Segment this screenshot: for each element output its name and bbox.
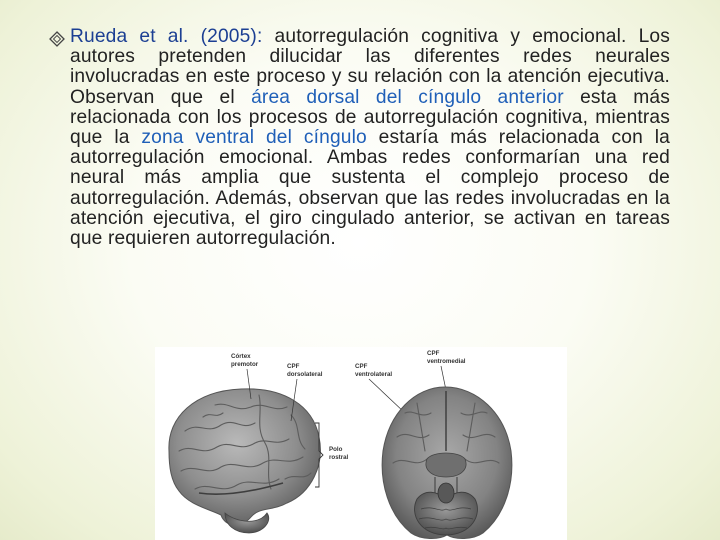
label-cortex-premotor-1: Córtex [231, 353, 251, 360]
body-text [70, 27, 670, 249]
text-segment-2: esta más relacionada con los procesos de autorregulación cognitiva, mientras que la [70, 86, 670, 149]
text-segment-3: estaría más relacionada con la autorregulación emocional. Ambas redes conformarían una red neural más amplia que sustenta el complejo proceso de autorregulación. Además, observan que las redes involucradas en la atención ejecutiva, el giro cingulado anterior, se activan en tareas que requieren autorregulación. [70, 127, 670, 250]
label-cpf-dorsolateral-2: dorsolateral [287, 371, 323, 378]
highlight-ventral-cingulate: zona ventral del cíngulo [141, 127, 367, 149]
label-cpf-ventrolateral-2: ventrolateral [355, 371, 393, 378]
label-cpf-ventromedial-1: CPF [427, 350, 440, 357]
label-cortex-premotor-2: premotor [231, 361, 259, 368]
text-segment-1: autorregulación cognitiva y emocional. Los autores pretenden dilucidar las diferentes redes neurales involucradas en este proceso y su relación con la atención ejecutiva. Observan que el [70, 26, 670, 108]
citation-text: Rueda et al. (2005): [70, 26, 263, 47]
label-polo-rostral-2: rostral [329, 454, 349, 461]
bullet-paragraph [48, 27, 670, 249]
brain-illustration [155, 347, 567, 540]
label-cpf-ventrolateral-1: CPF [355, 363, 368, 370]
label-cpf-dorsolateral-1: CPF [287, 363, 300, 370]
label-cpf-ventromedial-2: ventromedial [427, 358, 466, 365]
brain-figure [155, 347, 567, 540]
pointer-line [369, 379, 405, 413]
label-polo-rostral-1: Polo [329, 446, 343, 453]
ventral-brain-image [382, 387, 512, 539]
highlight-dorsal-cingulate: área dorsal del cíngulo anterior [251, 86, 564, 108]
lateral-brain-image [169, 389, 320, 533]
diamond-outline-icon [48, 30, 66, 48]
